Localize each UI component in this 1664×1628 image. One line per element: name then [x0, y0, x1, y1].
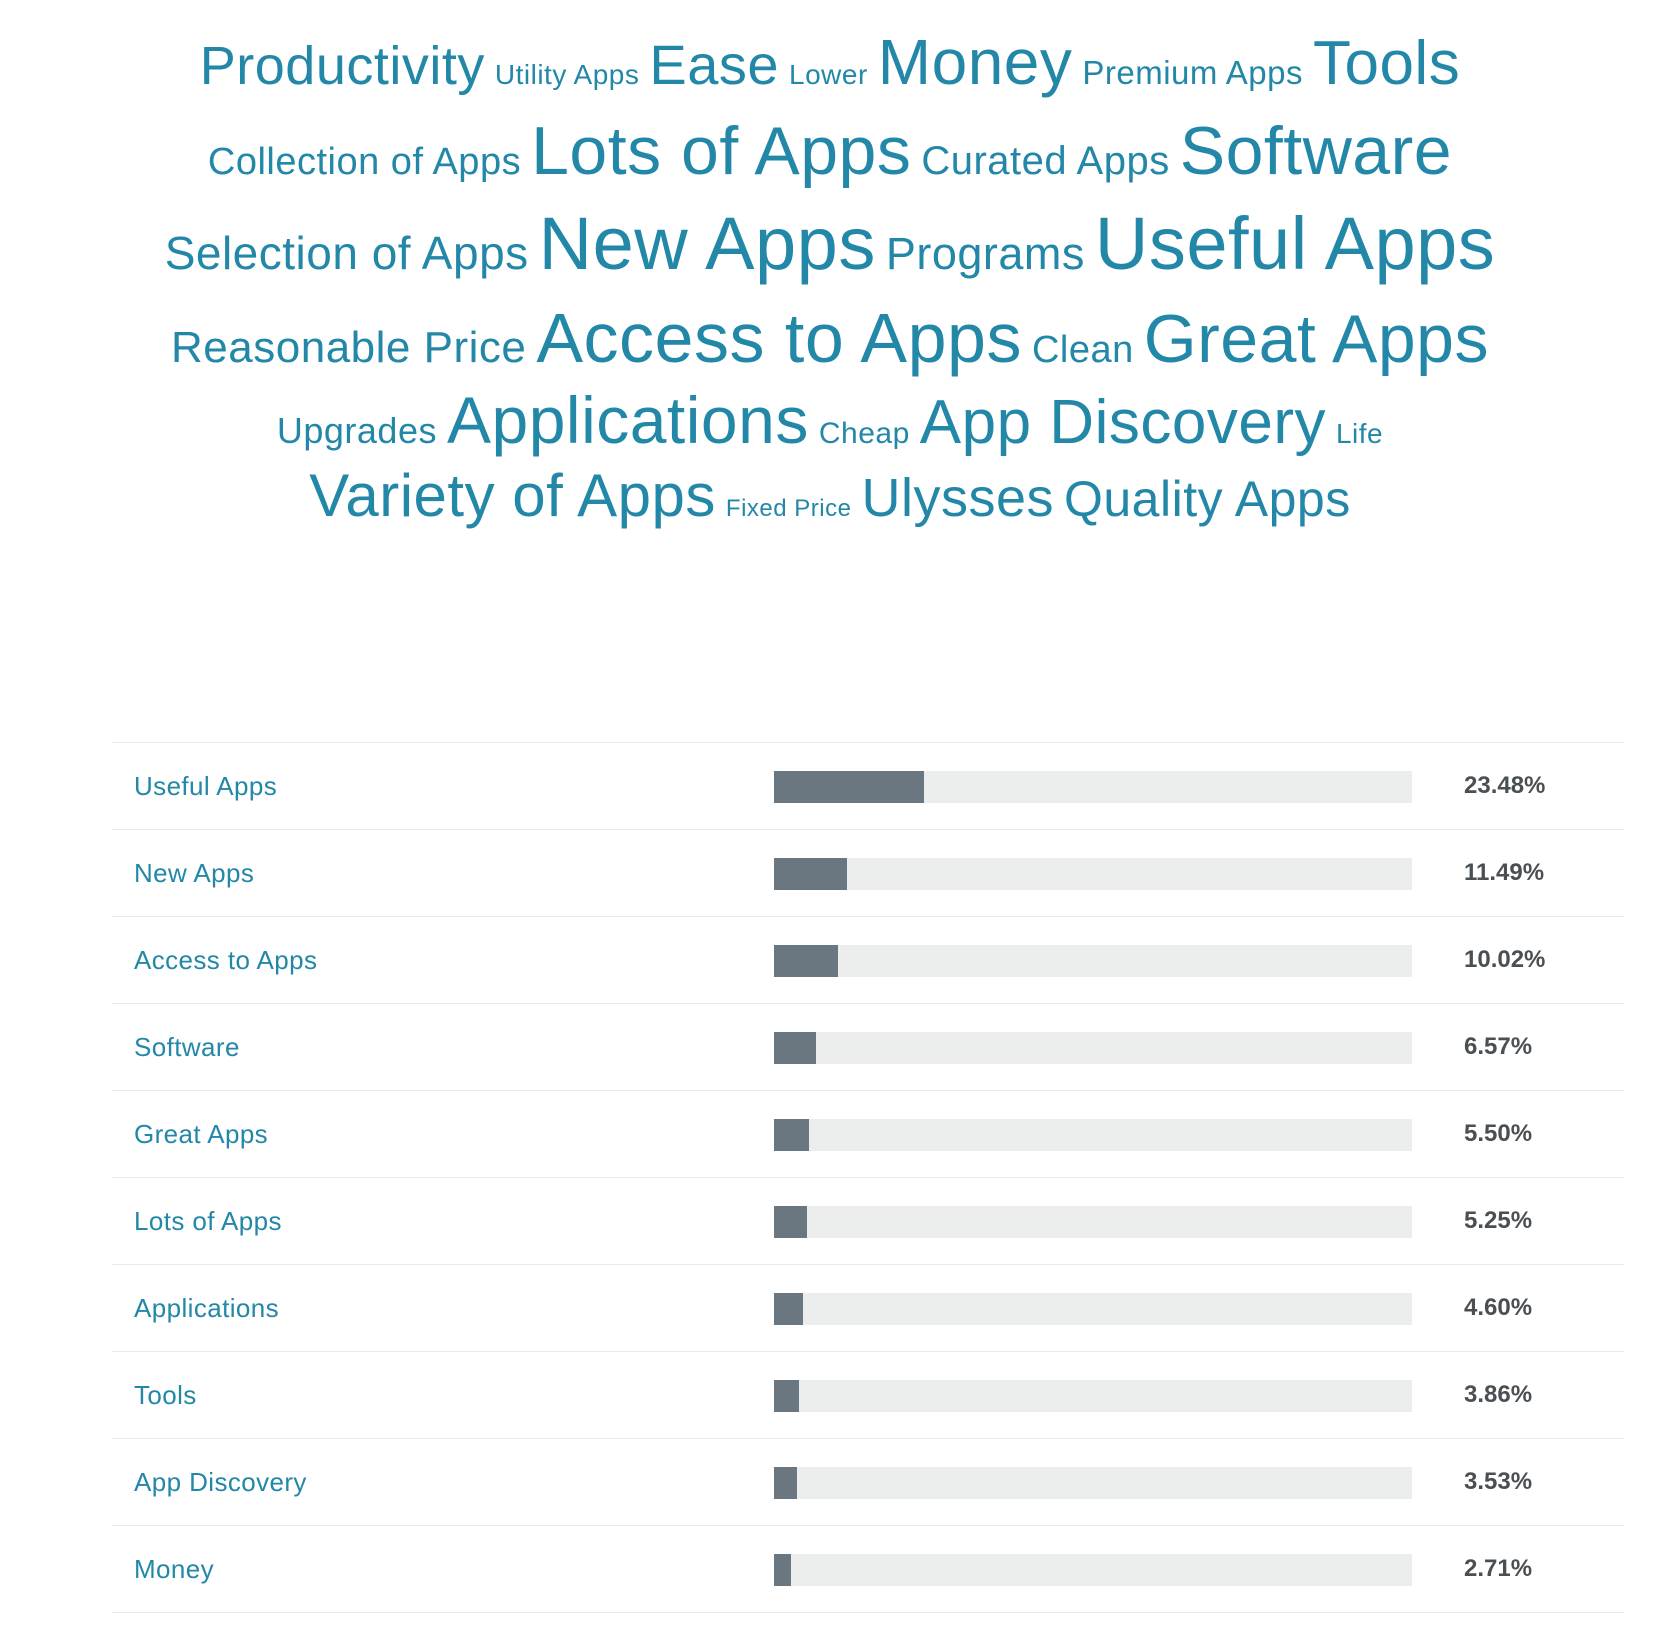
percentage-label: 5.25% [1464, 1207, 1533, 1234]
table-row [112, 830, 1624, 917]
word-cloud-term[interactable]: Collection of Apps [207, 141, 522, 183]
word-cloud-term[interactable]: Great Apps [1143, 301, 1489, 377]
percentage-label: 10.02% [1464, 946, 1546, 973]
bar-fill [774, 1119, 809, 1151]
word-cloud-term[interactable]: Cheap [818, 417, 910, 450]
row-label[interactable]: Great Apps [134, 1119, 269, 1149]
percentage-label: 5.50% [1464, 1120, 1533, 1147]
word-cloud-term[interactable]: Lower [789, 59, 868, 90]
word-cloud-term[interactable]: Quality Apps [1063, 471, 1351, 527]
percentage-label: 3.53% [1464, 1468, 1533, 1495]
bar-fill [774, 1380, 799, 1412]
row-label[interactable]: Lots of Apps [134, 1206, 282, 1236]
word-cloud-term[interactable]: Access to Apps [536, 299, 1022, 377]
bar-fill [774, 1032, 816, 1064]
word-cloud-line [70, 26, 1590, 98]
word-cloud-term[interactable]: Lots of Apps [531, 113, 912, 189]
bar-track [774, 858, 1412, 890]
word-cloud-line [70, 113, 1590, 189]
percentage-label: 4.60% [1464, 1294, 1533, 1321]
word-cloud-term[interactable]: Useful Apps [1094, 202, 1496, 285]
word-cloud-term[interactable]: Life [1335, 418, 1384, 449]
response-table [112, 742, 1624, 1613]
percentage-label: 3.86% [1464, 1381, 1533, 1408]
word-cloud-term[interactable]: Clean [1031, 329, 1134, 371]
word-cloud-term[interactable]: Tools [1312, 29, 1461, 98]
word-cloud-term[interactable]: App Discovery [919, 388, 1326, 457]
word-cloud-term[interactable]: Productivity [199, 36, 485, 96]
bar-fill [774, 945, 838, 977]
word-cloud-line [70, 299, 1590, 377]
percentage-label: 2.71% [1464, 1555, 1533, 1582]
percentage-label: 23.48% [1464, 772, 1546, 799]
row-label[interactable]: Tools [134, 1380, 197, 1410]
bar-track [774, 1032, 1412, 1064]
table-row [112, 1352, 1624, 1439]
row-label[interactable]: Software [134, 1032, 240, 1062]
word-cloud-term[interactable]: Applications [446, 383, 809, 457]
bar-fill [774, 1293, 803, 1325]
word-cloud-term[interactable]: Software [1179, 113, 1453, 189]
bar-track [774, 1293, 1412, 1325]
row-label[interactable]: Applications [134, 1293, 279, 1323]
bar-track [774, 1119, 1412, 1151]
table-row [112, 1178, 1624, 1265]
bar-fill [774, 858, 847, 890]
word-cloud-term[interactable]: Money [877, 26, 1073, 98]
word-cloud-term[interactable]: Ulysses [861, 468, 1054, 528]
word-cloud-term[interactable]: Ease [649, 33, 780, 96]
row-label[interactable]: Access to Apps [134, 945, 318, 975]
table-row [112, 1439, 1624, 1526]
bar-fill [774, 1467, 797, 1499]
word-cloud-term[interactable]: Curated Apps [921, 139, 1170, 183]
word-cloud-term[interactable]: Utility Apps [494, 59, 640, 90]
word-cloud-term[interactable]: Selection of Apps [164, 227, 529, 279]
word-cloud [70, 26, 1590, 529]
row-label[interactable]: Useful Apps [134, 771, 278, 801]
word-cloud-term[interactable]: Programs [885, 228, 1085, 279]
bar-track [774, 1380, 1412, 1412]
bar-track [774, 1206, 1412, 1238]
row-label[interactable]: New Apps [134, 858, 255, 888]
word-cloud-term[interactable]: Reasonable Price [171, 323, 527, 372]
word-cloud-term[interactable]: Variety of Apps [309, 462, 716, 529]
row-label[interactable]: App Discovery [134, 1467, 307, 1497]
bar-fill [774, 1206, 807, 1238]
table-row [112, 1526, 1624, 1613]
bar-fill [774, 771, 924, 803]
bar-track [774, 1554, 1412, 1586]
percentage-label: 11.49% [1464, 859, 1545, 886]
bar-track [774, 771, 1412, 803]
word-cloud-term[interactable]: Fixed Price [725, 495, 852, 522]
bar-fill [774, 1554, 791, 1586]
table-row [112, 743, 1624, 830]
table-row [112, 917, 1624, 1004]
word-cloud-term[interactable]: Upgrades [276, 410, 437, 451]
word-cloud-term[interactable]: New Apps [538, 202, 876, 285]
row-label[interactable]: Money [134, 1554, 215, 1584]
word-cloud-line [70, 462, 1590, 529]
bar-track [774, 945, 1412, 977]
word-cloud-line [70, 202, 1590, 285]
table-row [112, 1004, 1624, 1091]
percentage-label: 6.57% [1464, 1033, 1533, 1060]
table-row [112, 1265, 1624, 1352]
word-cloud-line [70, 383, 1590, 457]
bar-track [774, 1467, 1412, 1499]
table-row [112, 1091, 1624, 1178]
word-cloud-term[interactable]: Premium Apps [1082, 54, 1303, 91]
